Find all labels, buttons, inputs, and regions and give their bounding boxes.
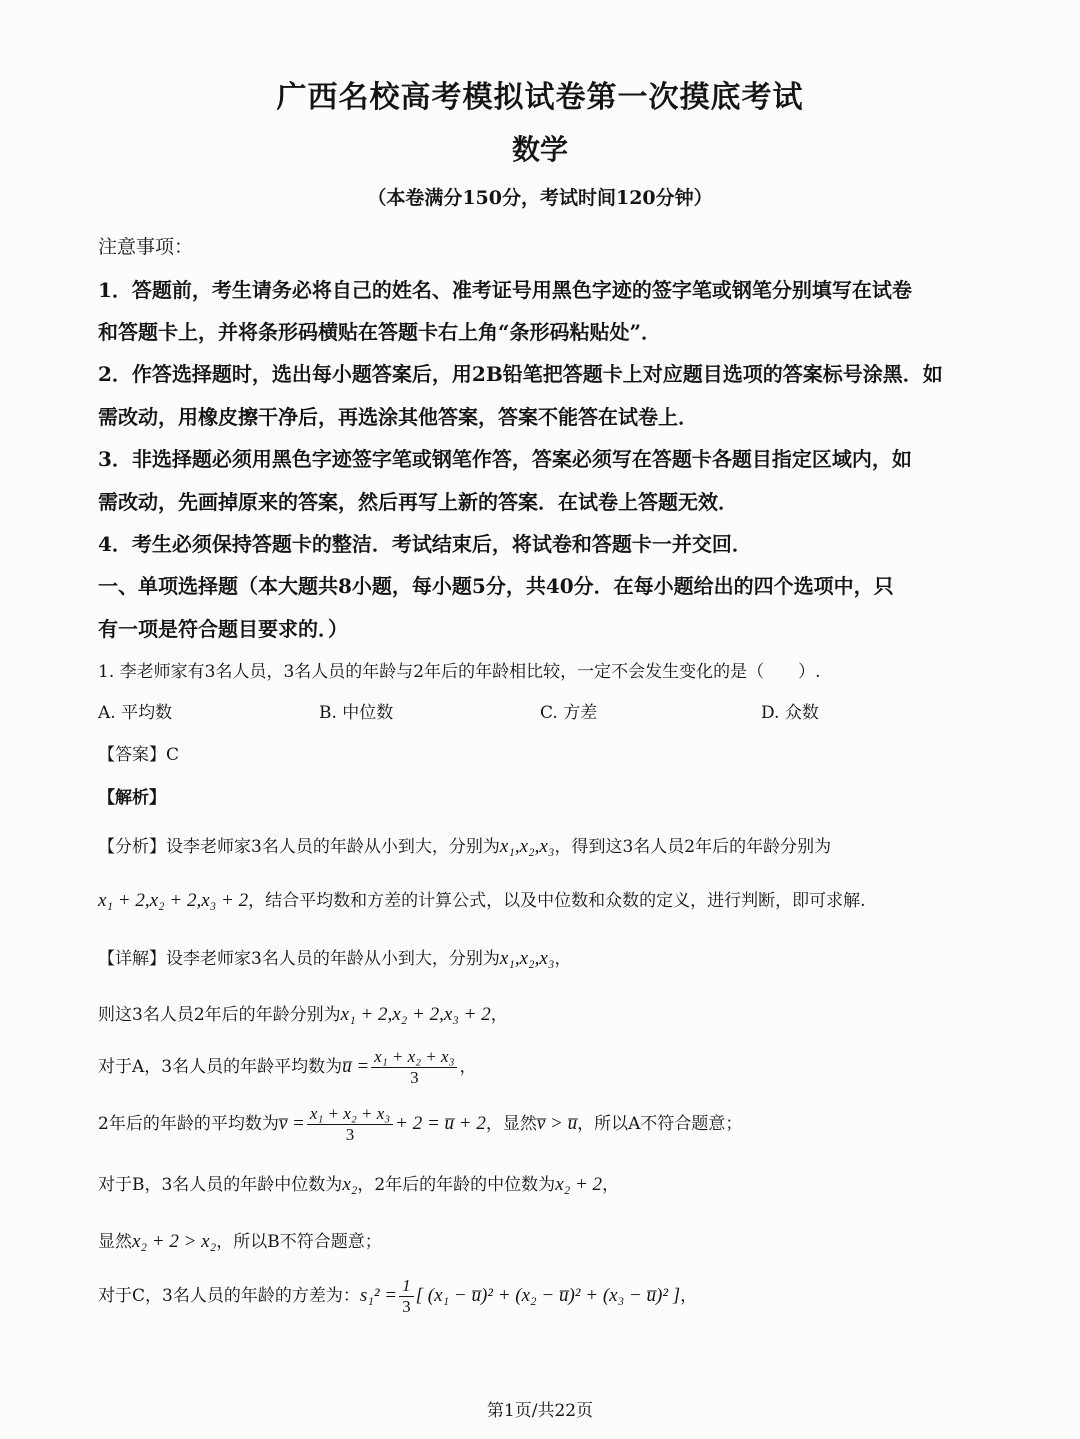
option-b: B. 中位数 xyxy=(319,703,394,723)
detail-line-2: 则这3名人员2年后的年龄分别为x₁ + 2,x₂ + 2,x₃ + 2， xyxy=(98,1004,508,1025)
notice-line-1b: 和答题卡上，并将条形码横贴在答题卡右上角“条形码粘贴处”． xyxy=(98,320,662,344)
mean-fraction-u: $\frac{\text{x₁ + x₂ + x₃}}{3}$ xyxy=(371,1047,457,1088)
one-third-fraction: $\frac{1}{3}$ xyxy=(399,1276,414,1317)
variance-expression: [ (x₁ − u̅)² + (x₂ − u̅)² + (x₃ − u̅)² ] xyxy=(415,1285,681,1306)
detail-line-3: 对于A，3名人员的年龄平均数为u̅ = $\frac{\text{x₁ + x₂ + x₃}}{3}$ ， xyxy=(98,1047,477,1087)
option-d: D. 众数 xyxy=(761,703,819,723)
vars-x1-x2-x3: x₁,x₂,x₃ xyxy=(499,836,555,857)
detail-line-6: 显然x₂ + 2 > x₂，所以B不符合题意； xyxy=(98,1231,382,1252)
notice-line-2a: 2．作答选择题时，选出每小题答案后，用2B铅笔把答题卡上对应题目选项的答案标号涂黑．如 xyxy=(98,362,943,386)
subject-title: 数学 xyxy=(511,133,568,166)
detail-line-7: 对于C，3名人员的年龄的方差为：s₁² = $\frac{1}{3}$ [ (x₁ − u̅)² + (x₂ − u̅)² + (x₃ − u̅)² ]， xyxy=(98,1276,698,1316)
section-heading-b: 有一项是符合题目要求的．） xyxy=(98,617,348,641)
analysis-line-1: 【分析】设李老师家3名人员的年龄从小到大，分别为x₁,x₂,x₃，得到这3名人员2年后的年龄分别为 xyxy=(98,836,832,857)
detail-line-4: 2年后的年龄的平均数为v̅ = $\frac{\text{x₁ + x₂ + x₃}}{3}$ + 2 = u̅ + 2，显然v̅ > u̅，所以A不符合题意； xyxy=(98,1104,743,1144)
notice-heading: 注意事项： xyxy=(98,236,194,258)
notice-line-2b: 需改动，用橡皮擦干净后，再选涂其他答案，答案不能答在试卷上． xyxy=(98,405,698,429)
notice-line-4: 4．考生必须保持答题卡的整洁．考试结束后，将试卷和答题卡一并交回． xyxy=(98,532,752,556)
exam-title: 广西名校高考模拟试卷第一次摸底考试 xyxy=(276,80,804,115)
question-1-stem: 1. 李老师家有3名人员，3名人员的年龄与2年后的年龄相比较，一定不会发生变化的是（ ）. xyxy=(98,662,821,682)
answer-label: 【答案】C xyxy=(98,745,180,765)
detail-line-5: 对于B，3名人员的年龄中位数为x₂，2年后的年龄的中位数为x₂ + 2， xyxy=(98,1174,620,1195)
option-c: C. 方差 xyxy=(540,703,598,723)
analysis-line-2: x₁ + 2,x₂ + 2,x₃ + 2，结合平均数和方差的计算公式，以及中位数和众数的定义，进行判断，即可求解. xyxy=(98,890,866,911)
mean-fraction-v: $\frac{\text{x₁ + x₂ + x₃}}{3}$ xyxy=(307,1104,393,1145)
option-a: A. 平均数 xyxy=(98,703,173,723)
paper-info: （本卷满分150分，考试时间120分钟） xyxy=(367,187,713,209)
notice-line-3a: 3．非选择题必须用黑色字迹签字笔或钢笔作答，答案必须写在答题卡各题目指定区域内，如 xyxy=(98,447,912,471)
page-number: 第1页/共22页 xyxy=(486,1401,594,1421)
vars-plus-two: x₁ + 2,x₂ + 2,x₃ + 2 xyxy=(98,890,249,911)
notice-line-3b: 需改动，先画掉原来的答案，然后再写上新的答案．在试卷上答题无效． xyxy=(98,490,738,514)
analysis-label: 【解析】 xyxy=(98,788,166,808)
notice-line-1a: 1．答题前，考生请务必将自己的姓名、准考证号用黑色字迹的签字笔或钢笔分别填写在试卷 xyxy=(98,278,912,302)
section-heading-a: 一、单项选择题（本大题共8小题，每小题5分，共40分．在每小题给出的四个选项中，只 xyxy=(98,574,894,598)
detail-line-1: 【详解】设李老师家3名人员的年龄从小到大，分别为x₁,x₂,x₃， xyxy=(98,948,572,969)
